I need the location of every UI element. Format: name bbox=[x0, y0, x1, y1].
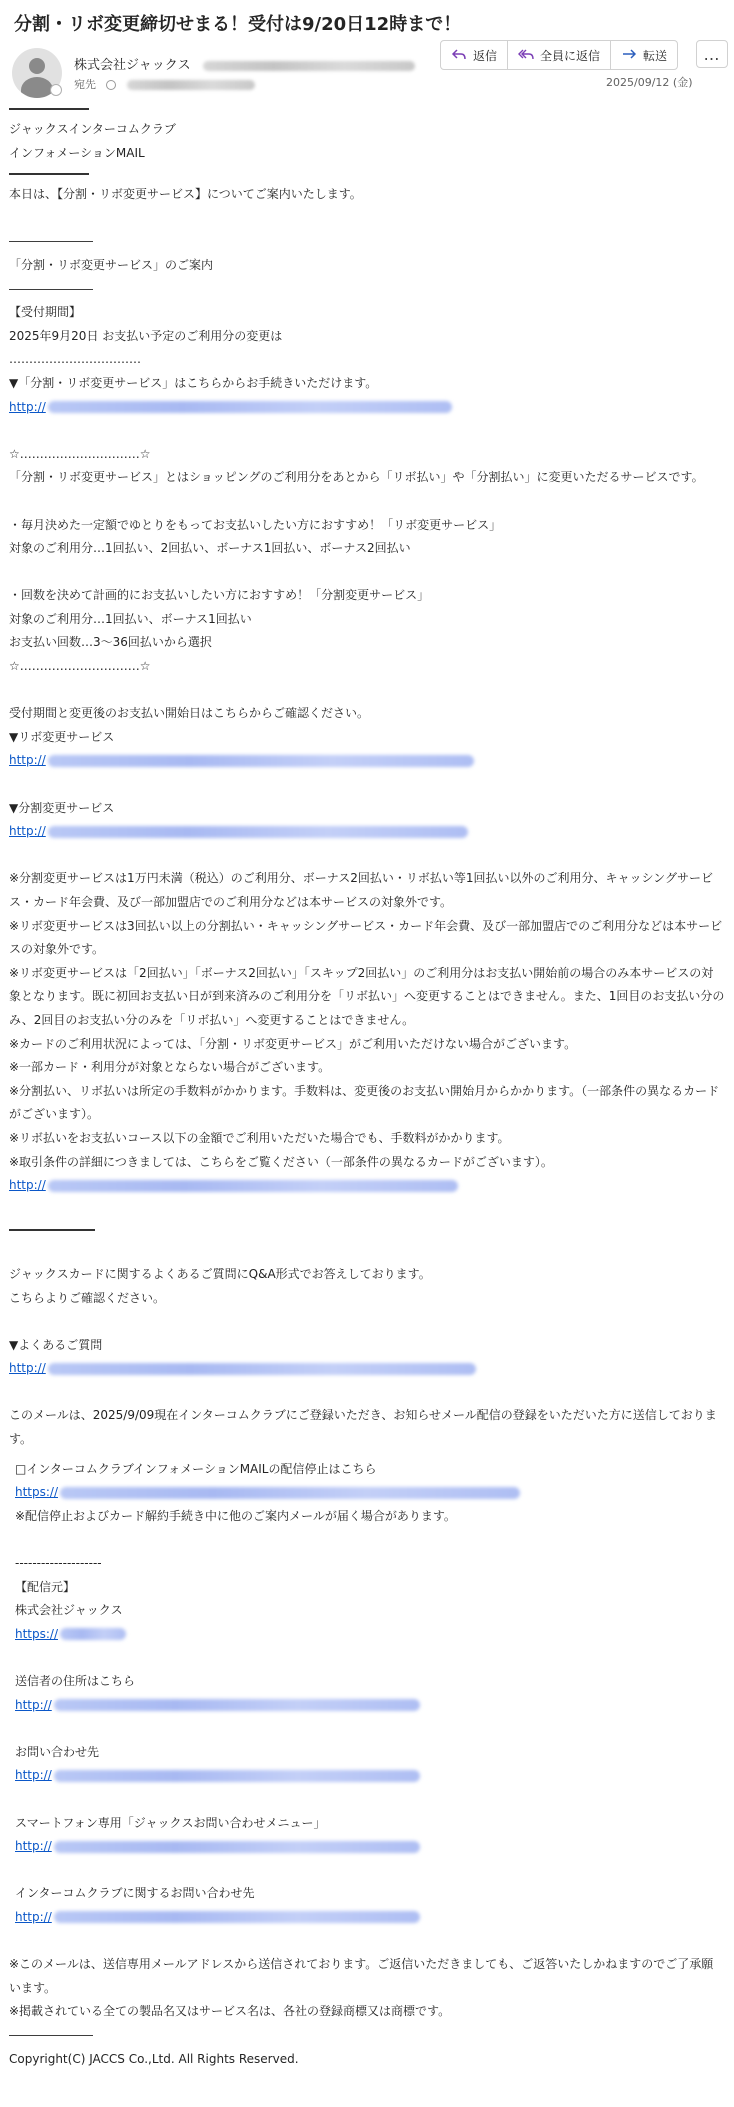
sender-line[interactable] bbox=[74, 54, 415, 73]
unsubscribe-link[interactable]: https:// bbox=[15, 1485, 520, 1499]
company-name: 株式会社ジャックス bbox=[15, 1603, 123, 1618]
note-6: ※分割払い、リボ払いは所定の手数料がかかります。手数料は、変更後のお支払い開始月からかかります。（一部条件の異なるカードがございます）。 bbox=[9, 1083, 720, 1122]
forward-icon bbox=[621, 47, 637, 63]
copyright: Copyright(C) JACCS Co.,Ltd. All Rights Reserved. bbox=[9, 2051, 299, 2066]
dash-line: -------------------- bbox=[15, 1556, 102, 1571]
intro-text: 本日は、【分割・リボ変更サービス】についてご案内いたします。 bbox=[9, 187, 362, 202]
reply-button[interactable]: 返信 bbox=[441, 41, 508, 69]
note-3: ※リボ変更サービスは「2回払い」「ボーナス2回払い」「スキップ2回払い」のご利用分はお支払い開始前の場合のみ本サービスの対象となります。既に初回お支払い日が到来済みのご利用分を「リボ払い」へ変更することはできません。また、1回目のお支払い分のみ、2回目のお支払い分のみを「リボ払い」へ変更することはできません。 bbox=[9, 965, 725, 1027]
sender-label: 【配信元】 bbox=[15, 1579, 76, 1594]
divider bbox=[9, 108, 89, 110]
recipient-line bbox=[74, 76, 255, 92]
note-4: ※カードのご利用状況によっては、「分割・リボ変更サービス」がご利用いただけない場合がございます。 bbox=[9, 1036, 577, 1051]
to-label: 宛先 bbox=[74, 78, 96, 91]
address-link[interactable]: http:// bbox=[15, 1698, 420, 1712]
email-header bbox=[0, 0, 734, 96]
company-link[interactable]: https:// bbox=[15, 1627, 126, 1641]
sender-email-redacted bbox=[203, 61, 415, 71]
section-title: 「分割・リボ変更サービス」のご案内 bbox=[9, 257, 214, 272]
inquiry-label: お問い合わせ先 bbox=[15, 1744, 100, 1759]
split-count: お支払い回数…3～36回払いから選択 bbox=[9, 635, 212, 650]
smartphone-label: スマートフォン専用「ジャックスお問い合わせメニュー」 bbox=[15, 1815, 326, 1830]
intercom-inquiry-label: インターコムクラブに関するお問い合わせ先 bbox=[15, 1886, 255, 1901]
faq-link[interactable]: http:// bbox=[9, 1361, 476, 1375]
period-text: 2025年9月20日 お支払い予定のご利用分の変更は bbox=[9, 328, 283, 343]
divider bbox=[9, 173, 89, 175]
star-line: ☆…………………………☆ bbox=[9, 446, 151, 461]
body-header-1: ジャックスインターコムクラブ bbox=[9, 122, 176, 136]
dash-line: ――――――― bbox=[9, 234, 93, 249]
split-link[interactable]: http:// bbox=[9, 824, 468, 838]
note-2: ※リボ変更サービスは3回払い以上の分割払い・キャッシングサービス・カード年会費、及び一部加盟店でのご利用分などは本サービスの対象外です。 bbox=[9, 918, 723, 957]
note-1: ※分割変更サービスは1万円未満（税込）のご利用分、ボーナス2回払い・リボ払い等1回払い以外のご利用分、キャッシングサービス・カード年会費、及び一部加盟店でのご利用分などは本サービスの対象外です。 bbox=[9, 871, 713, 909]
note-8: ※取引条件の詳細につきましては、こちらをご覧ください（一部条件の異なるカードがございます）。 bbox=[9, 1154, 553, 1169]
unsubscribe-label: □インターコムクラブインフォメーションMAILの配信停止はこちら bbox=[15, 1461, 377, 1476]
split-target: 対象のご利用分…1回払い、ボーナス1回払い bbox=[9, 611, 252, 626]
reply-all-button[interactable]: 全員に返信 bbox=[508, 41, 611, 69]
footer-note-1: ※このメールは、送信専用メールアドレスから送信されております。ご返信いただきましても、ご返答いたしかねますのでご了承願います。 bbox=[9, 1957, 714, 1995]
divider bbox=[9, 1229, 95, 1231]
email-body bbox=[9, 96, 725, 2071]
recipient-redacted bbox=[127, 80, 255, 90]
revo-target: 対象のご利用分…1回払い、2回払い、ボーナス1回払い、ボーナス2回払い bbox=[9, 541, 411, 556]
recipient-status-icon bbox=[106, 80, 116, 90]
split-lead: ・回数を決めて計画的にお支払いしたい方におすすめ！「分割変更サービス」 bbox=[9, 588, 430, 603]
faq-text-1: ジャックスカードに関するよくあるご質問にQ&A形式でお答えしております。 bbox=[9, 1266, 431, 1281]
registration-note: このメールは、2025/9/09現在インターコムクラブにご登録いただき、お知らせメール配信の登録をいただいた方に送信しております。 bbox=[9, 1408, 717, 1447]
service-description: 「分割・リボ変更サービス」とはショッピングのご利用分をあとから「リボ払い」や「分割払い」に変更いただるサービスです。 bbox=[9, 470, 704, 485]
star-line: ☆…………………………☆ bbox=[9, 659, 151, 674]
forward-button[interactable]: 転送 bbox=[611, 41, 677, 69]
sent-date: 2025/09/12 (金) bbox=[606, 76, 693, 89]
sender-name[interactable]: 株式会社ジャックス bbox=[74, 58, 191, 73]
dots-line: …………………………… bbox=[9, 352, 141, 367]
revo-link[interactable]: http:// bbox=[9, 753, 474, 767]
address-label: 送信者の住所はこちら bbox=[15, 1674, 136, 1688]
email-subject: 分割・リボ変更締切せまる！受付は9/20日12時まで！ bbox=[14, 14, 462, 35]
dash-line: ――――――― bbox=[9, 2027, 93, 2042]
unsubscribe-note: ※配信停止およびカード解約手続き中に他のご案内メールが届く場合があります。 bbox=[15, 1508, 456, 1523]
procedure-link[interactable]: http:// bbox=[9, 400, 452, 414]
split-link-label: ▼分割変更サービス bbox=[9, 800, 115, 815]
body-header-2: インフォメーションMAIL bbox=[9, 145, 145, 160]
message-actions bbox=[440, 40, 678, 70]
note-5: ※一部カード・利用分が対象とならない場合がございます。 bbox=[9, 1060, 331, 1075]
confirm-text: 受付期間と変更後のお支払い開始日はこちらからご確認ください。 bbox=[9, 706, 370, 721]
terms-link[interactable]: http:// bbox=[9, 1178, 458, 1192]
period-label: 【受付期間】 bbox=[9, 305, 82, 320]
intercom-inquiry-link[interactable]: http:// bbox=[15, 1910, 420, 1924]
footer-note-2: ※掲載されている全ての製品名又はサービス名は、各社の登録商標又は商標です。 bbox=[9, 2004, 451, 2019]
faq-text-2: こちらよりご確認ください。 bbox=[9, 1290, 166, 1305]
reply-icon bbox=[451, 47, 467, 63]
procedure-text: ▼「分割・リボ変更サービス」はこちらからお手続きいただけます。 bbox=[9, 375, 378, 390]
more-actions-button[interactable]: … bbox=[696, 40, 728, 68]
revo-link-label: ▼リボ変更サービス bbox=[9, 729, 115, 744]
reply-all-icon bbox=[518, 47, 534, 63]
note-7: ※リボ払いをお支払いコース以下の金額でご利用いただいた場合でも、手数料がかかります。 bbox=[9, 1130, 510, 1145]
inquiry-link[interactable]: http:// bbox=[15, 1768, 420, 1782]
dash-line: ――――――― bbox=[9, 281, 93, 296]
smartphone-link[interactable]: http:// bbox=[15, 1839, 420, 1853]
faq-label: ▼よくあるご質問 bbox=[9, 1337, 103, 1352]
presence-status-icon bbox=[50, 84, 62, 96]
revo-lead: ・毎月決めた一定額でゆとりをもってお支払いしたい方におすすめ！「リボ変更サービス」 bbox=[9, 517, 502, 532]
